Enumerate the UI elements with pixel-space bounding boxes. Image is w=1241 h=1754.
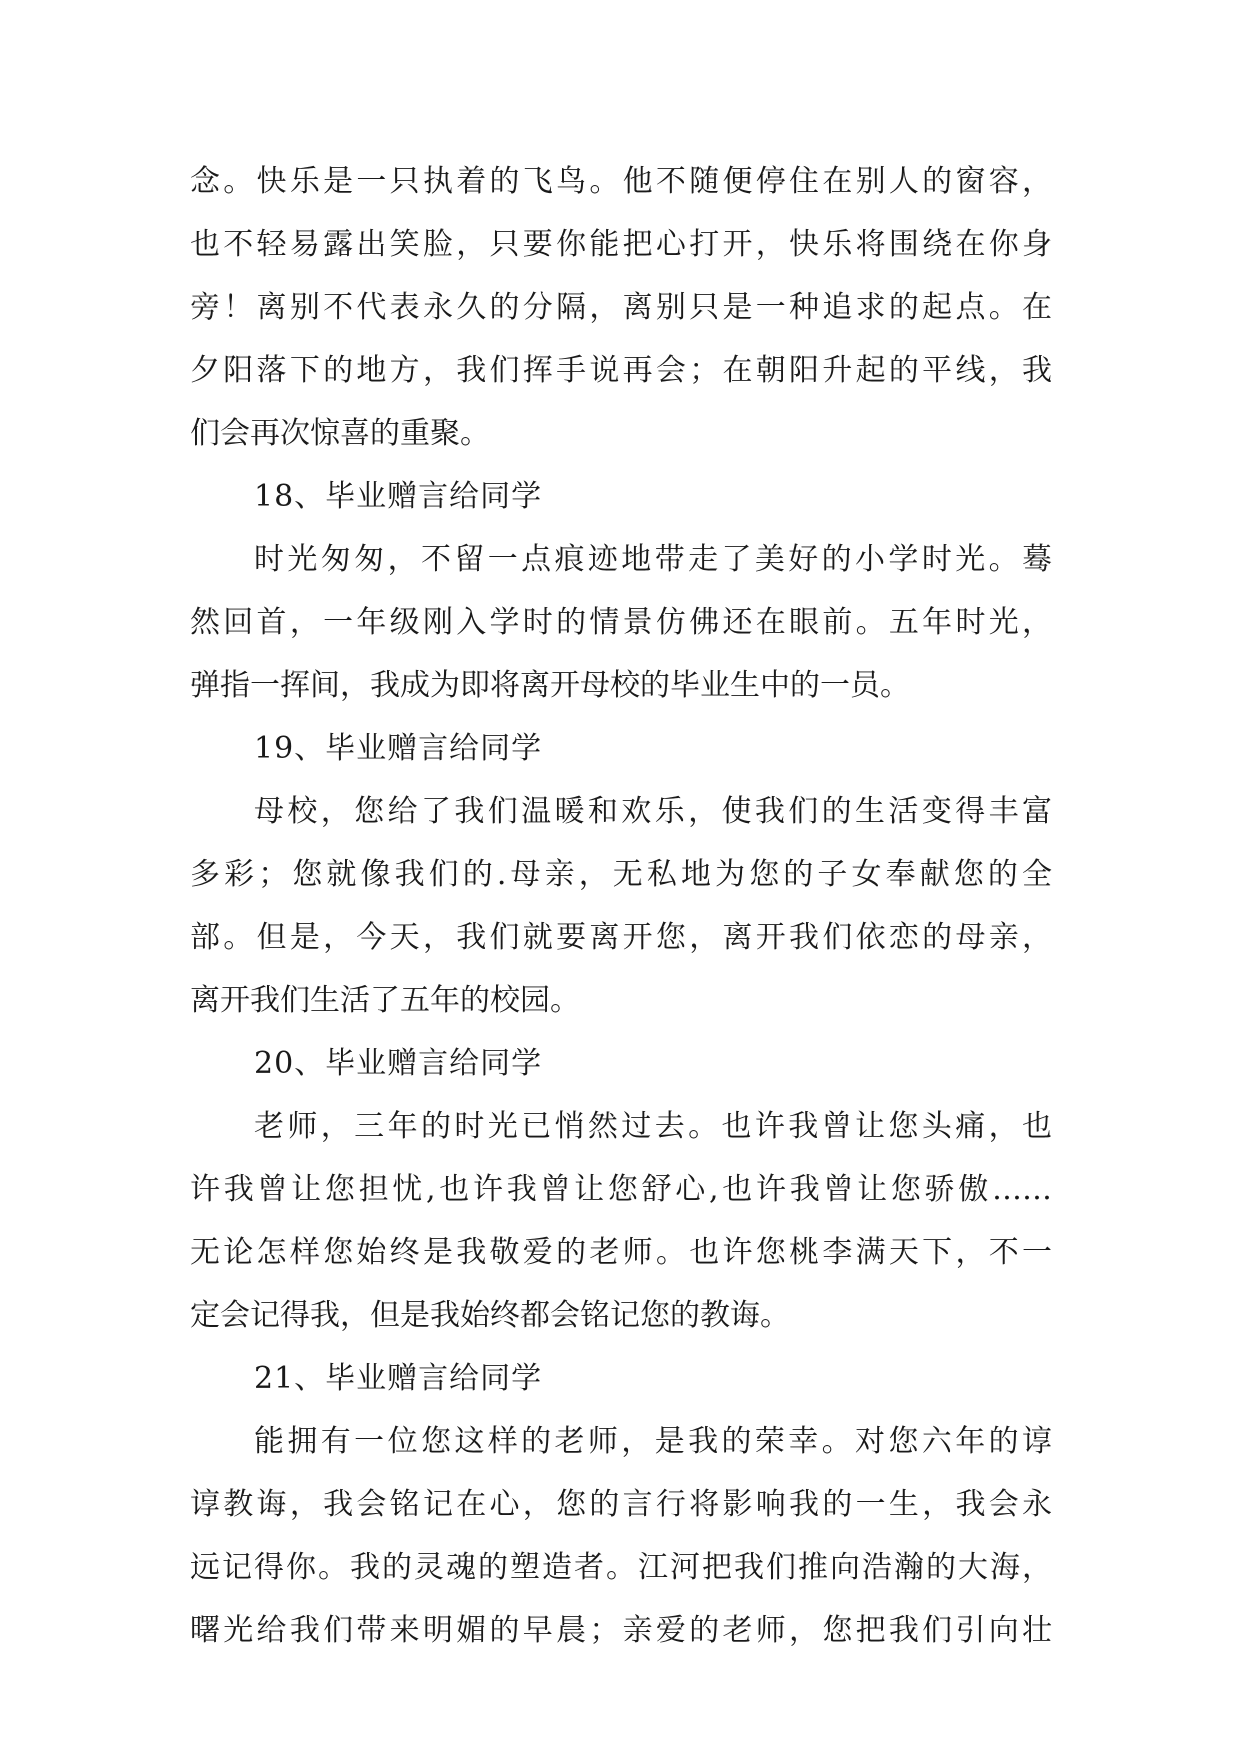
text-line: 老师，三年的时光已悄然过去。也许我曾让您头痛，也 [254, 1109, 1052, 1144]
section-heading: 21、毕业赠言给同学 [254, 1361, 543, 1396]
paragraph [190, 528, 1052, 717]
text-line: 念。快乐是一只执着的飞鸟。他不随便停住在别人的窗容， [190, 164, 1052, 199]
section-heading: 20、毕业赠言给同学 [254, 1046, 543, 1081]
text-line: 定会记得我，但是我始终都会铭记您的教诲。 [190, 1298, 790, 1333]
text-line: 能拥有一位您这样的老师，是我的荣幸。对您六年的谆 [254, 1424, 1052, 1459]
section-heading: 19、毕业赠言给同学 [254, 731, 543, 766]
text-line: 弹指一挥间，我成为即将离开母校的毕业生中的一员。 [190, 668, 910, 703]
text-line: 多彩；您就像我们的.母亲，无私地为您的子女奉献您的全 [190, 857, 1052, 892]
text-line: 部。但是，今天，我们就要离开您，离开我们依恋的母亲， [190, 920, 1052, 955]
text-line: 母校，您给了我们温暖和欢乐，使我们的生活变得丰富 [254, 794, 1052, 829]
section-heading: 18、毕业赠言给同学 [254, 479, 543, 514]
text-line: 然回首，一年级刚入学时的情景仿佛还在眼前。五年时光， [190, 605, 1052, 640]
text-line: 也不轻易露出笑脸，只要你能把心打开，快乐将围绕在你身 [190, 227, 1052, 262]
document-page [190, 150, 1052, 1662]
paragraph [190, 1095, 1052, 1347]
text-line: 远记得你。我的灵魂的塑造者。江河把我们推向浩瀚的大海， [190, 1550, 1052, 1585]
paragraph [190, 780, 1052, 1032]
text-line: 曙光给我们带来明媚的早晨；亲爱的老师，您把我们引向壮 [190, 1613, 1052, 1648]
text-line: 夕阳落下的地方，我们挥手说再会；在朝阳升起的平线，我 [190, 353, 1052, 388]
text-line: 们会再次惊喜的重聚。 [190, 416, 490, 451]
text-line: 许我曾让您担忧,也许我曾让您舒心,也许我曾让您骄傲…… [190, 1172, 1052, 1207]
paragraph [190, 150, 1052, 465]
paragraph [190, 1410, 1052, 1662]
text-line: 无论怎样您始终是我敬爱的老师。也许您桃李满天下，不一 [190, 1235, 1052, 1270]
text-line: 旁！离别不代表永久的分隔，离别只是一种追求的起点。在 [190, 290, 1052, 325]
text-line: 离开我们生活了五年的校园。 [190, 983, 580, 1018]
text-line: 时光匆匆，不留一点痕迹地带走了美好的小学时光。蓦 [254, 542, 1052, 577]
text-line: 谆教诲，我会铭记在心，您的言行将影响我的一生，我会永 [190, 1487, 1052, 1522]
